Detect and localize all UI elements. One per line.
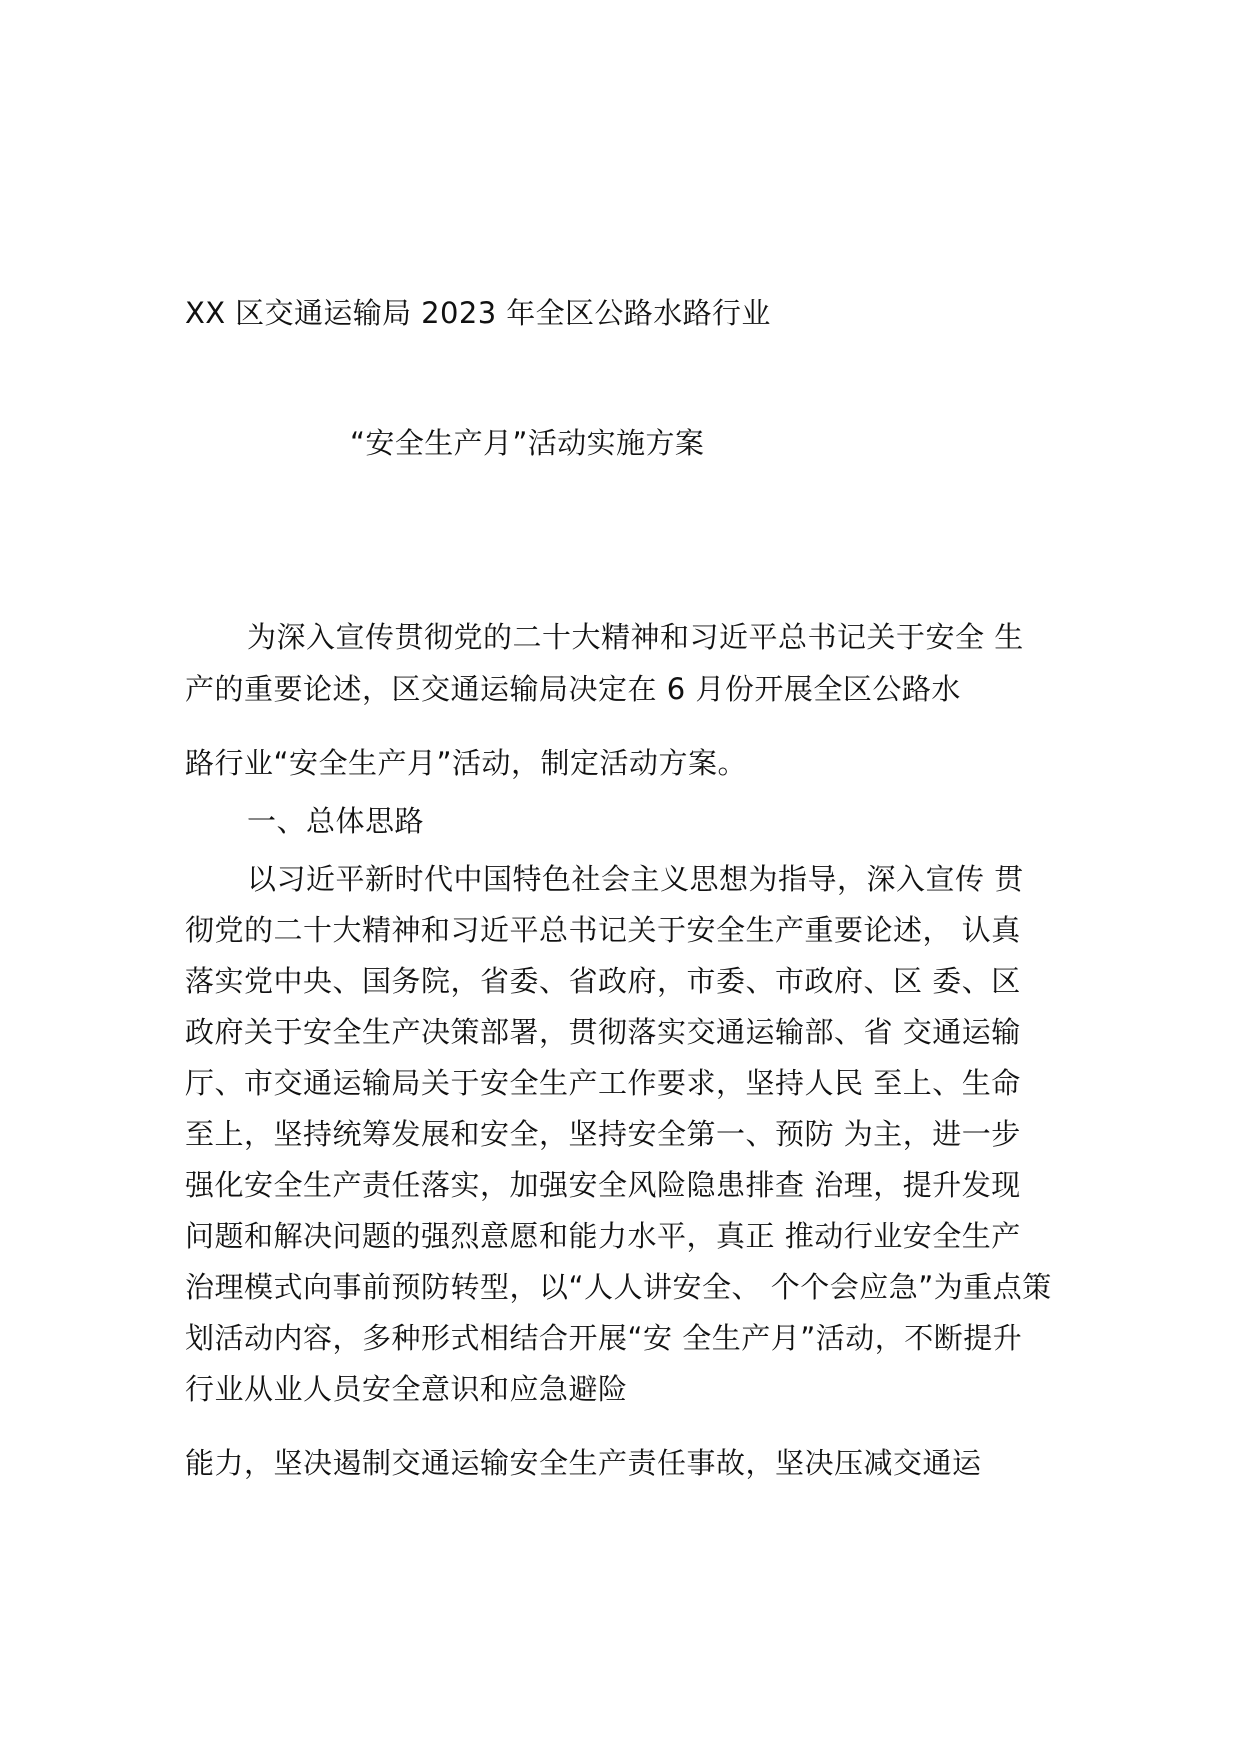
intro-paragraph-line: 路行业“安全生产月”活动，制定活动方案。: [185, 746, 748, 780]
section-paragraph-line: 强化安全生产责任落实，加强安全风险隐患排查 治理，提升发现: [185, 1168, 1021, 1202]
section-heading: 一、总体思路: [247, 804, 425, 838]
document-title-line-1: XX 区交通运输局 2023 年全区公路水路行业: [185, 296, 771, 330]
section-paragraph-line: 行业从业人员安全意识和应急避险: [185, 1372, 628, 1406]
section-paragraph-line: 彻党的二十大精神和习近平总书记关于安全生产重要论述， 认真: [185, 913, 1021, 947]
section-paragraph-line: 政府关于安全生产决策部署，贯彻落实交通运输部、省 交通运输: [185, 1015, 1021, 1049]
section-paragraph-line: 厅、市交通运输局关于安全生产工作要求，坚持人民 至上、生命: [185, 1066, 1021, 1100]
section-paragraph-line: 能力，坚决遏制交通运输安全生产责任事故，坚决压减交通运: [185, 1446, 982, 1480]
section-paragraph-line: 落实党中央、国务院，省委、省政府，市委、市政府、区 委、区: [185, 964, 1021, 998]
intro-paragraph-line: 为深入宣传贯彻党的二十大精神和习近平总书记关于安全 生: [247, 620, 1024, 654]
section-paragraph-line: 问题和解决问题的强烈意愿和能力水平，真正 推动行业安全生产: [185, 1219, 1021, 1253]
section-paragraph-line: 治理模式向事前预防转型，以“人人讲安全、 个个会应急”为重点策: [185, 1270, 1052, 1304]
section-paragraph-line: 至上，坚持统筹发展和安全，坚持安全第一、预防 为主，进一步: [185, 1117, 1021, 1151]
document-title-line-2: “安全生产月”活动实施方案: [350, 426, 705, 460]
section-paragraph-line: 划活动内容，多种形式相结合开展“安 全生产月”活动，不断提升: [185, 1321, 1023, 1355]
section-paragraph-line: 以习近平新时代中国特色社会主义思想为指导，深入宣传 贯: [247, 862, 1024, 896]
intro-paragraph-line: 产的重要论述，区交通运输局决定在 6 月份开展全区公路水: [185, 672, 961, 706]
